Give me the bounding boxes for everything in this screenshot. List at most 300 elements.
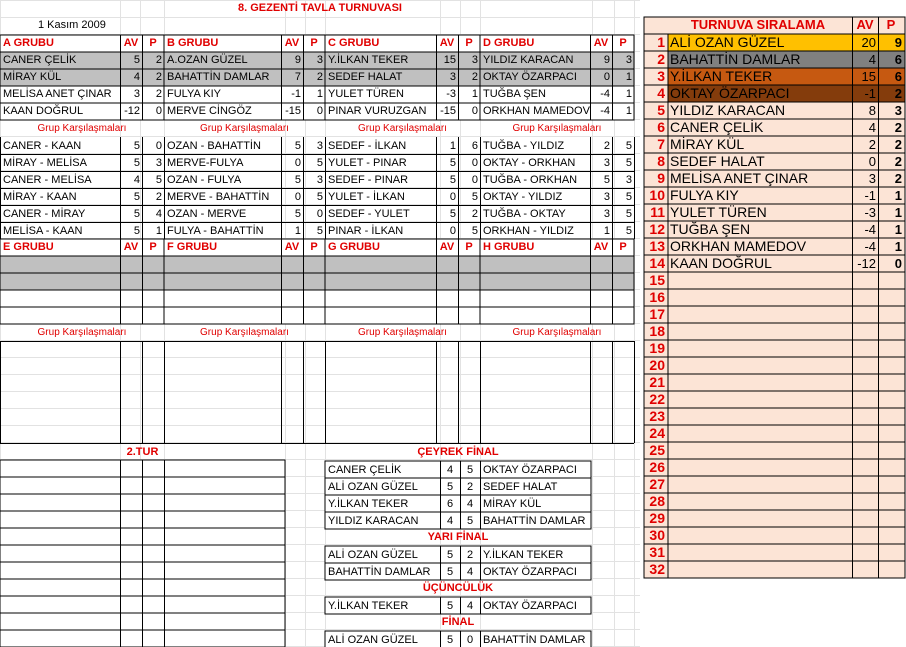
ranking-av-header: AV xyxy=(856,17,874,32)
group-name: D GRUBU xyxy=(483,37,535,49)
rank-number: 14 xyxy=(649,255,665,271)
match-score-b: 5 xyxy=(625,225,632,237)
rank-points xyxy=(878,357,902,374)
match-score-b: 5 xyxy=(625,157,632,169)
rank-name xyxy=(670,289,850,306)
player-av: 9 xyxy=(603,54,610,66)
player-name: MERVE CİNGÖZ xyxy=(167,105,252,117)
av-header: AV xyxy=(284,37,300,49)
match-score-a: 1 xyxy=(603,225,610,237)
rank-av xyxy=(852,357,876,374)
knockout-player-b: Y.İLKAN TEKER xyxy=(483,549,564,561)
rank-name xyxy=(670,425,850,442)
player-name: CANER ÇELİK xyxy=(3,54,77,66)
empty-player-row xyxy=(164,273,325,290)
match-score-a: 0 xyxy=(294,157,301,169)
match-name: TUĞBA - OKTAY xyxy=(483,208,566,220)
rank-points: 6 xyxy=(894,52,902,67)
rank-av: -12 xyxy=(857,256,876,271)
knockout-score-b: 4 xyxy=(466,498,474,510)
rank-points xyxy=(878,323,902,340)
knockout-player-b: MİRAY KÜL xyxy=(483,498,542,510)
empty-player-row xyxy=(164,256,325,273)
match-score-b: 1 xyxy=(155,225,162,237)
rank-number: 6 xyxy=(657,119,665,135)
player-name: MELİSA ANET ÇINAR xyxy=(3,88,112,100)
group-matches-label: Grup Karşılaşmaları xyxy=(512,123,602,134)
date-label: 1 Kasım 2009 xyxy=(38,19,106,31)
group-matches-label: Grup Karşılaşmaları xyxy=(358,123,447,134)
match-score-b: 0 xyxy=(471,174,478,186)
rank-av: 4 xyxy=(868,52,876,67)
empty-player-row xyxy=(0,273,164,290)
rank-av xyxy=(852,306,876,323)
match-score-b: 5 xyxy=(625,208,632,220)
empty-player-row xyxy=(325,256,480,273)
rank-points: 1 xyxy=(894,222,902,237)
match-score-a: 5 xyxy=(294,174,301,186)
rank-name: MİRAY KÜL xyxy=(670,136,745,152)
player-points: 3 xyxy=(471,54,478,66)
match-score-b: 3 xyxy=(316,140,323,152)
rank-number: 9 xyxy=(657,170,665,186)
match-score-b: 3 xyxy=(155,157,162,169)
rank-av: 0 xyxy=(868,154,876,169)
rank-points xyxy=(878,510,902,527)
rank-name: TUĞBA ŞEN xyxy=(670,221,751,237)
p-header: P xyxy=(619,37,627,49)
rank-av xyxy=(852,425,876,442)
knockout-score-a: 5 xyxy=(446,634,454,646)
rank-number: 26 xyxy=(649,459,665,475)
match-name: SEDEF - PINAR xyxy=(328,174,409,186)
match-name: TUĞBA - ORKHAN xyxy=(483,174,578,186)
match-score-a: 4 xyxy=(133,174,140,186)
rank-av: 4 xyxy=(868,120,876,135)
rank-number: 11 xyxy=(650,204,665,220)
match-name: MİRAY - KAAN xyxy=(3,191,77,203)
rank-points xyxy=(878,459,902,476)
match-name: FULYA - BAHATTİN xyxy=(167,225,264,237)
player-points: 0 xyxy=(471,105,478,117)
player-points: 1 xyxy=(625,88,632,100)
player-av: 0 xyxy=(603,71,610,83)
match-name: OZAN - MERVE xyxy=(167,208,247,220)
rank-number: 13 xyxy=(649,238,665,254)
rank-name: YULET TÜREN xyxy=(670,204,767,220)
match-name: OKTAY - ORKHAN xyxy=(483,157,576,169)
group-name: C GRUBU xyxy=(328,37,380,49)
rank-name xyxy=(670,374,850,391)
player-points: 1 xyxy=(625,105,632,117)
rank-points xyxy=(878,408,902,425)
rank-number: 20 xyxy=(649,357,665,373)
rank-number: 8 xyxy=(657,153,665,169)
rank-av xyxy=(852,442,876,459)
match-score-a: 5 xyxy=(133,157,140,169)
rank-number: 4 xyxy=(657,85,665,101)
group-matches-label: Grup Karşılaşmaları xyxy=(200,123,289,134)
empty-player-row xyxy=(0,256,164,273)
match-score-b: 2 xyxy=(155,191,162,203)
rank-av xyxy=(852,374,876,391)
match-score-b: 5 xyxy=(471,225,478,237)
rank-number: 31 xyxy=(649,544,665,560)
player-av: 4 xyxy=(133,71,140,83)
rank-av xyxy=(852,289,876,306)
knockout-player-a: Y.İLKAN TEKER xyxy=(328,600,409,612)
match-score-b: 5 xyxy=(316,157,323,169)
empty-player-row xyxy=(480,256,634,273)
rank-points: 3 xyxy=(894,103,902,118)
knockout-player-b: OKTAY ÖZARPACI xyxy=(483,600,577,612)
match-score-a: 5 xyxy=(449,208,456,220)
empty-player-row xyxy=(325,290,480,307)
group-matches-label: Grup Karşılaşmaları xyxy=(200,327,289,338)
rank-points xyxy=(878,425,902,442)
player-av: 15 xyxy=(443,54,456,66)
rank-points xyxy=(878,561,902,578)
match-score-b: 5 xyxy=(316,225,323,237)
knockout-player-a: ALİ OZAN GÜZEL xyxy=(328,549,418,561)
match-score-a: 5 xyxy=(133,208,140,220)
p-header: P xyxy=(465,241,473,253)
match-score-a: 5 xyxy=(294,140,301,152)
player-name: A.OZAN GÜZEL xyxy=(167,54,248,66)
player-points: 1 xyxy=(316,88,323,100)
rank-number: 27 xyxy=(649,476,665,492)
rank-points xyxy=(878,476,902,493)
match-score-a: 3 xyxy=(603,208,610,220)
match-name: OZAN - FULYA xyxy=(167,174,242,186)
rank-av: -1 xyxy=(864,188,876,203)
player-av: 3 xyxy=(133,88,140,100)
match-score-a: 5 xyxy=(449,157,456,169)
match-score-a: 0 xyxy=(449,191,456,203)
player-name: KAAN DOĞRUL xyxy=(3,105,84,117)
rank-name: OKTAY ÖZARPACI xyxy=(670,85,790,101)
rank-points xyxy=(878,374,902,391)
empty-group-name: E GRUBU xyxy=(3,241,54,253)
knockout-score-a: 4 xyxy=(446,464,454,476)
player-av: -15 xyxy=(440,105,456,117)
rank-name: CANER ÇELİK xyxy=(670,119,764,135)
match-score-a: 5 xyxy=(133,191,140,203)
empty-player-row xyxy=(480,290,634,307)
knockout-score-b: 5 xyxy=(466,464,474,476)
av-header: AV xyxy=(439,37,455,49)
p-header: P xyxy=(310,241,318,253)
rank-name xyxy=(670,561,850,578)
match-score-a: 5 xyxy=(449,174,456,186)
rank-name xyxy=(670,306,850,323)
empty-player-row xyxy=(164,307,325,324)
rank-number: 19 xyxy=(649,340,665,356)
match-name: CANER - MELİSA xyxy=(3,174,92,186)
rank-av xyxy=(852,510,876,527)
player-name: FULYA KIY xyxy=(167,88,222,100)
rank-points: 1 xyxy=(894,239,902,254)
match-name: ORKHAN - YILDIZ xyxy=(483,225,574,237)
empty-player-row xyxy=(325,273,480,290)
rank-name: FULYA KIY xyxy=(670,187,739,203)
av-header: AV xyxy=(123,37,139,49)
rank-points xyxy=(878,272,902,289)
match-name: CANER - MİRAY xyxy=(3,208,86,220)
player-points: 2 xyxy=(155,88,162,100)
match-score-a: 1 xyxy=(294,225,301,237)
knockout-score-b: 0 xyxy=(466,634,474,646)
rank-av xyxy=(852,391,876,408)
rank-number: 2 xyxy=(657,51,665,67)
knockout-score-a: 5 xyxy=(446,600,454,612)
rank-number: 22 xyxy=(649,391,665,407)
rank-av xyxy=(852,459,876,476)
player-points: 2 xyxy=(316,71,323,83)
stage-label: YARI FİNAL xyxy=(427,531,489,543)
group-name: B GRUBU xyxy=(167,37,219,49)
av-header: AV xyxy=(123,241,139,253)
rank-number: 3 xyxy=(657,68,665,84)
match-score-a: 0 xyxy=(449,225,456,237)
empty-player-row xyxy=(325,307,480,324)
match-score-a: 5 xyxy=(294,208,301,220)
player-av: -3 xyxy=(446,88,456,100)
rank-name xyxy=(670,408,850,425)
match-name: YULET - İLKAN xyxy=(328,191,405,203)
player-name: ORKHAN MAMEDOV xyxy=(483,105,590,117)
player-name: TUĞBA ŞEN xyxy=(483,88,546,100)
group-matches-label: Grup Karşılaşmaları xyxy=(512,327,602,338)
player-av: -12 xyxy=(124,105,140,117)
match-score-b: 2 xyxy=(471,208,478,220)
rank-points: 2 xyxy=(894,137,902,152)
rank-av: -4 xyxy=(864,239,876,254)
rank-points xyxy=(878,306,902,323)
knockout-score-b: 4 xyxy=(466,600,474,612)
match-name: MİRAY - MELİSA xyxy=(3,157,87,169)
player-av: 9 xyxy=(294,54,301,66)
knockout-score-b: 2 xyxy=(466,549,474,561)
match-score-b: 0 xyxy=(155,140,162,152)
player-av: 5 xyxy=(133,54,140,66)
ranking-p-header: P xyxy=(886,17,896,32)
rank-number: 23 xyxy=(649,408,665,424)
rank-points xyxy=(878,289,902,306)
knockout-player-a: Y.İLKAN TEKER xyxy=(328,498,409,510)
empty-group-name: F GRUBU xyxy=(167,241,218,253)
player-points: 2 xyxy=(471,71,478,83)
player-av: -15 xyxy=(285,105,301,117)
rank-number: 21 xyxy=(649,374,665,390)
second-round-label: 2.TUR xyxy=(126,446,159,458)
rank-name xyxy=(670,476,850,493)
rank-name xyxy=(670,391,850,408)
match-score-b: 5 xyxy=(155,174,162,186)
match-name: MERVE-FULYA xyxy=(167,157,244,169)
empty-player-row xyxy=(164,290,325,307)
rank-name xyxy=(670,442,850,459)
player-points: 0 xyxy=(316,105,323,117)
player-name: Y.İLKAN TEKER xyxy=(328,54,409,66)
knockout-player-b: OKTAY ÖZARPACI xyxy=(483,566,577,578)
rank-points: 1 xyxy=(894,205,902,220)
knockout-player-b: BAHATTİN DAMLAR xyxy=(483,634,586,646)
rank-name xyxy=(670,527,850,544)
player-points: 1 xyxy=(625,71,632,83)
rank-av: -1 xyxy=(864,86,876,101)
knockout-player-b: SEDEF HALAT xyxy=(483,481,558,493)
match-score-b: 3 xyxy=(625,174,632,186)
knockout-score-a: 6 xyxy=(446,498,454,510)
match-score-b: 0 xyxy=(316,208,323,220)
knockout-score-a: 4 xyxy=(446,515,454,527)
match-name: CANER - KAAN xyxy=(3,140,82,152)
rank-number: 30 xyxy=(649,527,665,543)
rank-number: 16 xyxy=(649,289,665,305)
match-score-a: 5 xyxy=(133,140,140,152)
rank-av xyxy=(852,561,876,578)
rank-number: 10 xyxy=(649,187,665,203)
match-name: MELİSA - KAAN xyxy=(3,225,83,237)
match-name: MERVE - BAHATTİN xyxy=(167,191,270,203)
rank-points xyxy=(878,544,902,561)
match-name: OZAN - BAHATTİN xyxy=(167,140,261,152)
rank-name xyxy=(670,544,850,561)
player-av: -1 xyxy=(291,88,301,100)
match-score-a: 1 xyxy=(449,140,456,152)
empty-player-row xyxy=(480,307,634,324)
rank-number: 1 xyxy=(657,34,665,50)
knockout-player-a: YILDIZ KARACAN xyxy=(328,515,419,527)
p-header: P xyxy=(619,241,627,253)
player-name: BAHATTİN DAMLAR xyxy=(167,71,270,83)
rank-name xyxy=(670,493,850,510)
rank-points: 2 xyxy=(894,154,902,169)
knockout-score-b: 4 xyxy=(466,566,474,578)
rank-av: 15 xyxy=(861,69,876,84)
rank-number: 28 xyxy=(649,493,665,509)
av-header: AV xyxy=(284,241,300,253)
rank-name: ALİ OZAN GÜZEL xyxy=(670,34,785,50)
group-matches-label: Grup Karşılaşmaları xyxy=(358,327,447,338)
knockout-player-b: OKTAY ÖZARPACI xyxy=(483,464,577,476)
rank-name xyxy=(670,323,850,340)
rank-number: 24 xyxy=(649,425,665,441)
match-score-a: 3 xyxy=(603,157,610,169)
knockout-score-a: 5 xyxy=(446,566,454,578)
knockout-score-b: 5 xyxy=(466,515,474,527)
group-matches-label: Grup Karşılaşmaları xyxy=(37,123,127,134)
empty-player-row xyxy=(480,273,634,290)
rank-number: 7 xyxy=(657,136,665,152)
player-points: 0 xyxy=(155,105,162,117)
empty-player-row xyxy=(0,307,164,324)
rank-number: 17 xyxy=(649,306,665,322)
group-name: A GRUBU xyxy=(3,37,54,49)
tournament-title: 8. GEZENTİ TAVLA TURNUVASI xyxy=(238,2,402,14)
match-score-b: 5 xyxy=(625,191,632,203)
rank-points xyxy=(878,442,902,459)
av-header: AV xyxy=(593,241,609,253)
rank-points xyxy=(878,493,902,510)
p-header: P xyxy=(310,37,318,49)
rank-points xyxy=(878,391,902,408)
stage-label: ÜÇÜNCÜLÜK xyxy=(422,582,494,594)
player-name: PINAR VURUZGAN xyxy=(328,105,427,117)
rank-av xyxy=(852,408,876,425)
player-av: 3 xyxy=(449,71,456,83)
stage-label: ÇEYREK FİNAL xyxy=(417,446,499,458)
player-av: -4 xyxy=(600,105,610,117)
match-score-b: 5 xyxy=(316,191,323,203)
player-name: OKTAY ÖZARPACI xyxy=(483,71,577,83)
match-score-a: 5 xyxy=(603,174,610,186)
match-name: SEDEF - İLKAN xyxy=(328,140,407,152)
rank-av xyxy=(852,544,876,561)
rank-av: -4 xyxy=(864,222,876,237)
rank-av xyxy=(852,527,876,544)
rank-points: 1 xyxy=(894,188,902,203)
rank-name xyxy=(670,340,850,357)
knockout-player-a: BAHATTİN DAMLAR xyxy=(328,566,431,578)
knockout-player-b: BAHATTİN DAMLAR xyxy=(483,515,586,527)
match-name: OKTAY - YILDIZ xyxy=(483,191,563,203)
rank-name: ORKHAN MAMEDOV xyxy=(670,238,807,254)
rank-name: BAHATTİN DAMLAR xyxy=(670,51,801,67)
rank-name: MELİSA ANET ÇINAR xyxy=(670,170,809,186)
empty-player-row xyxy=(0,290,164,307)
match-score-a: 0 xyxy=(294,191,301,203)
knockout-score-a: 5 xyxy=(446,481,454,493)
match-score-b: 3 xyxy=(316,174,323,186)
knockout-score-b: 2 xyxy=(466,481,474,493)
player-name: YILDIZ KARACAN xyxy=(483,54,574,66)
rank-number: 5 xyxy=(657,102,665,118)
knockout-player-a: CANER ÇELİK xyxy=(328,464,402,476)
rank-name xyxy=(670,510,850,527)
rank-av: 8 xyxy=(868,103,876,118)
rank-av xyxy=(852,323,876,340)
p-header: P xyxy=(149,241,157,253)
match-name: TUĞBA - YILDIZ xyxy=(483,140,565,152)
player-points: 2 xyxy=(155,54,162,66)
group-matches-label: Grup Karşılaşmaları xyxy=(37,327,127,338)
match-score-a: 2 xyxy=(603,140,610,152)
rank-av xyxy=(852,493,876,510)
player-points: 3 xyxy=(625,54,632,66)
knockout-player-a: ALİ OZAN GÜZEL xyxy=(328,481,418,493)
player-points: 3 xyxy=(316,54,323,66)
player-name: YULET TÜREN xyxy=(328,88,405,100)
rank-points xyxy=(878,340,902,357)
rank-name: SEDEF HALAT xyxy=(670,153,765,169)
player-av: -4 xyxy=(600,88,610,100)
player-name: SEDEF HALAT xyxy=(328,71,403,83)
rank-name: KAAN DOĞRUL xyxy=(670,255,772,271)
knockout-score-a: 5 xyxy=(446,549,454,561)
rank-number: 32 xyxy=(649,561,665,577)
rank-points: 2 xyxy=(894,120,902,135)
match-score-a: 3 xyxy=(603,191,610,203)
rank-points: 2 xyxy=(894,171,902,186)
match-score-b: 0 xyxy=(471,157,478,169)
match-score-b: 6 xyxy=(471,140,478,152)
p-header: P xyxy=(149,37,157,49)
player-points: 2 xyxy=(155,71,162,83)
rank-name: YILDIZ KARACAN xyxy=(670,102,786,118)
rank-name xyxy=(670,357,850,374)
